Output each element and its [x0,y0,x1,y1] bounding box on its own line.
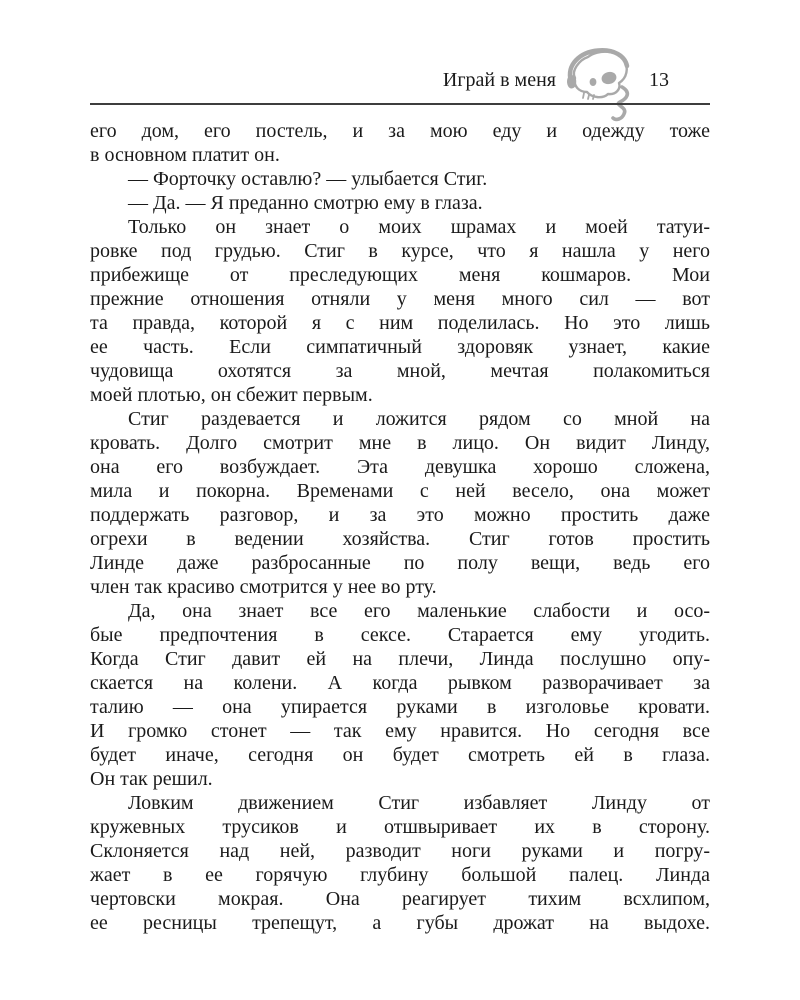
text-line: моей плотью, он сбежит первым. [90,384,373,406]
text-line: И громко стонет — так ему нравится. Но сегодня все [90,720,710,742]
text-line: Да, она знает все его маленькие слабости и осо- [128,600,710,622]
text-line: кровать. Долго смотрит мне в лицо. Он видит Линду, [90,432,710,454]
text-line: ровке под грудью. Стиг в курсе, что я нашла у него [90,240,710,262]
text-line: бые предпочтения в сексе. Старается ему угодить. [90,624,710,646]
text-line: Он так решил. [90,768,213,790]
text-line: ее ресницы трепещут, а губы дрожат на выдохе. [90,912,710,934]
text-line: Линде даже разбросанные по полу вещи, ведь его [90,552,710,574]
running-title: Играй в меня [442,69,556,91]
text-line: талию — она упирается руками в изголовье кровати. [90,696,710,718]
text-line: будет иначе, сегодня он будет смотреть ей в глаза. [90,744,710,766]
text-line: мила и покорна. Временами с ней весело, она может [90,480,710,502]
text-line: Ловким движением Стиг избавляет Линду от [128,792,710,814]
text-line: Стиг раздевается и ложится рядом со мной на [128,408,710,430]
text-line: в основном платит он. [90,144,280,166]
text-line: Склоняется над ней, разводит ноги руками и погру- [90,840,710,862]
page-text [90,119,710,935]
text-line: — Форточку оставлю? — улыбается Стиг. [128,168,488,190]
text-line: прибежище от преследующих меня кошмаров. Мои [90,264,710,286]
text-line: та правда, которой я с ним поделилась. Но это лишь [90,312,710,334]
text-line: кружевных трусиков и отшвыривает их в сторону. [90,816,710,838]
text-line: его дом, его постель, и за мою еду и одежду тоже [90,120,710,142]
text-line: прежние отношения отняли у меня много сил — вот [90,288,710,310]
skull-snake-icon [562,47,646,127]
text-line: жает в ее горячую глубину большой палец. Линда [90,864,710,886]
text-line: ее часть. Если симпатичный здоровяк узнает, какие [90,336,710,358]
text-line: поддержать разговор, и за это можно простить даже [90,504,710,526]
text-line: огрехи в ведении хозяйства. Стиг готов простить [90,528,710,550]
text-line: член так красиво смотрится у нее во рту. [90,576,437,598]
text-line: Только он знает о моих шрамах и моей татуи- [128,216,710,238]
text-line: — Да. — Я преданно смотрю ему в глаза. [128,192,483,214]
text-line: чертовски мокрая. Она реагирует тихим всхлипом, [90,888,710,910]
text-line: Когда Стиг давит ей на плечи, Линда послушно опу- [90,648,710,670]
header-rule [90,103,710,105]
text-line: она его возбуждает. Эта девушка хорошо сложена, [90,456,710,478]
text-line: чудовища охотятся за мной, мечтая полакомиться [90,360,710,382]
text-line: скается на колени. А когда рывком разворачивает за [90,672,710,694]
page-number: 13 [649,69,669,91]
